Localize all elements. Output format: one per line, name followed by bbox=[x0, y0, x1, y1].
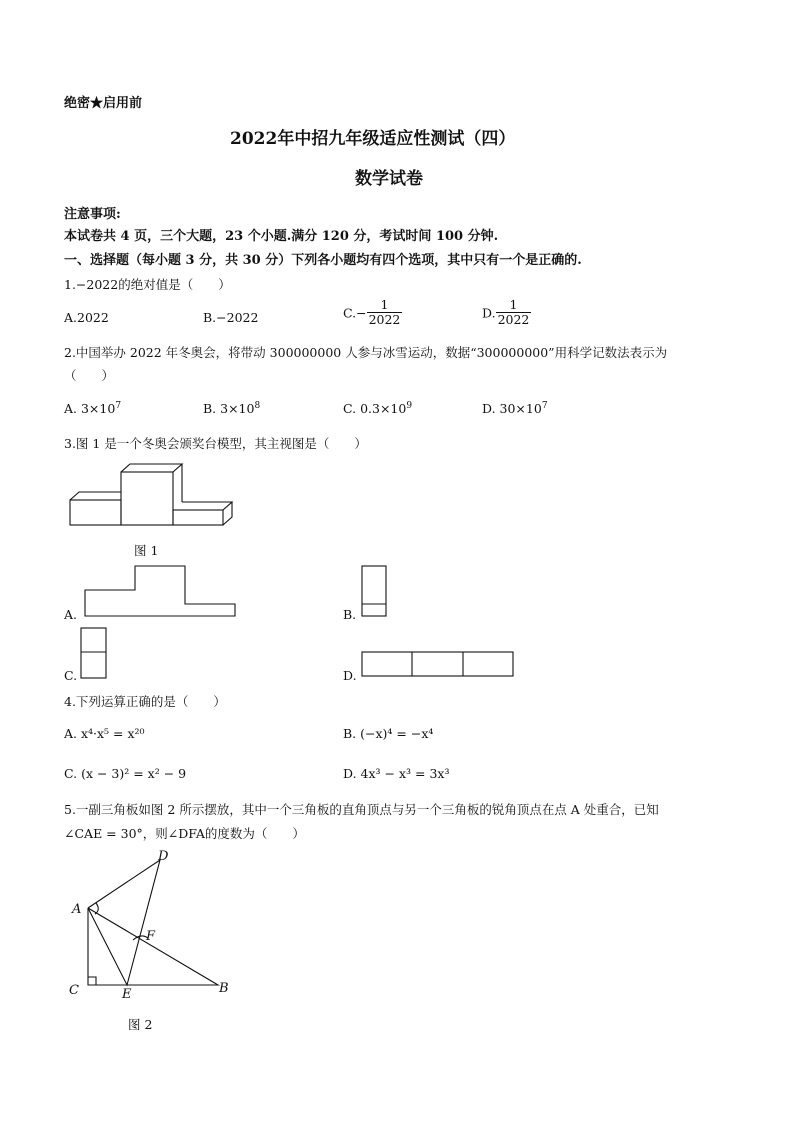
q2-a-exp: 7 bbox=[115, 401, 122, 411]
figure-1-caption: 图 1 bbox=[134, 543, 159, 558]
q1-d-numerator: 1 bbox=[496, 298, 532, 313]
q3-option-c-label: C. bbox=[64, 668, 78, 683]
figure-2-label-b: B bbox=[219, 981, 229, 996]
exam-subtitle: 数学试卷 bbox=[355, 169, 423, 189]
figure-2-label-d: D bbox=[158, 849, 169, 864]
q4-option-b: B. (−x)⁴ = −x⁴ bbox=[343, 726, 434, 741]
q1-d-denominator: 2022 bbox=[497, 312, 530, 328]
q5-stem-line2: ∠CAE = 30°，则∠DFA的度数为（ ） bbox=[64, 826, 305, 841]
q2-c-exp: 9 bbox=[406, 401, 413, 411]
figure-2-label-a: A bbox=[72, 902, 82, 917]
q2-d-exp: 7 bbox=[541, 401, 548, 411]
q5-stem: 5.一副三角板如图 2 所示摆放，其中一个三角板的直角顶点与另一个三角板的锐角顶点在点 A 处重合，已知 bbox=[64, 802, 659, 817]
q2-paren: （ ） bbox=[64, 368, 115, 383]
q1-option-b: B.−2022 bbox=[203, 310, 259, 325]
notice-line: 本试卷共 4 页，三个大题，23 个小题.满分 120 分，考试时间 100 分钟. bbox=[64, 229, 499, 244]
q3-option-a-label: A. bbox=[64, 607, 78, 622]
q2-c-base: C. 0.3×10 bbox=[343, 401, 407, 417]
q1-c-numerator: 1 bbox=[367, 298, 403, 313]
q2-a-base: A. 3×10 bbox=[64, 401, 116, 417]
q4-option-a: A. x⁴·x⁵ = x²⁰ bbox=[64, 726, 145, 741]
q2-b-exp: 8 bbox=[254, 401, 261, 411]
figure-2-label-f: F bbox=[146, 929, 156, 944]
figure-2-label-c: C bbox=[69, 983, 79, 998]
figure-2-caption: 图 2 bbox=[128, 1017, 153, 1032]
q1-option-c-prefix: C.− bbox=[343, 305, 367, 321]
q2-stem: 2.中国举办 2022 年冬奥会，将带动 300000000 人参与冰雪运动，数据“300000000”用科学记数法表示为 bbox=[64, 345, 668, 360]
q3-option-d-label: D. bbox=[343, 668, 357, 683]
section-1-heading: 一、选择题（每小题 3 分，共 30 分）下列各小题均有四个选项，其中只有一个是正确的. bbox=[64, 253, 582, 268]
q1-option-a: A.2022 bbox=[64, 310, 109, 325]
q4-option-d: D. 4x³ − x³ = 3x³ bbox=[343, 766, 450, 781]
q3-stem: 3.图 1 是一个冬奥会颁奖台模型，其主视图是（ ） bbox=[64, 436, 367, 451]
confidential-mark: 绝密★启用前 bbox=[64, 96, 143, 111]
notice-heading: 注意事项: bbox=[64, 207, 121, 222]
q1-c-denominator: 2022 bbox=[368, 312, 401, 328]
exam-title: 2022年中招九年级适应性测试（四） bbox=[230, 129, 516, 149]
q3-option-b-label: B. bbox=[343, 607, 357, 622]
q2-d-base: D. 30×10 bbox=[482, 401, 542, 417]
q2-b-base: B. 3×10 bbox=[203, 401, 255, 417]
q4-option-c: C. (x − 3)² = x² − 9 bbox=[64, 766, 187, 781]
q1-option-d-prefix: D. bbox=[482, 305, 496, 321]
q4-stem: 4.下列运算正确的是（ ） bbox=[64, 694, 226, 709]
figure-2-label-e: E bbox=[122, 987, 132, 1002]
q1-stem: 1.−2022的绝对值是（ ） bbox=[64, 277, 231, 292]
